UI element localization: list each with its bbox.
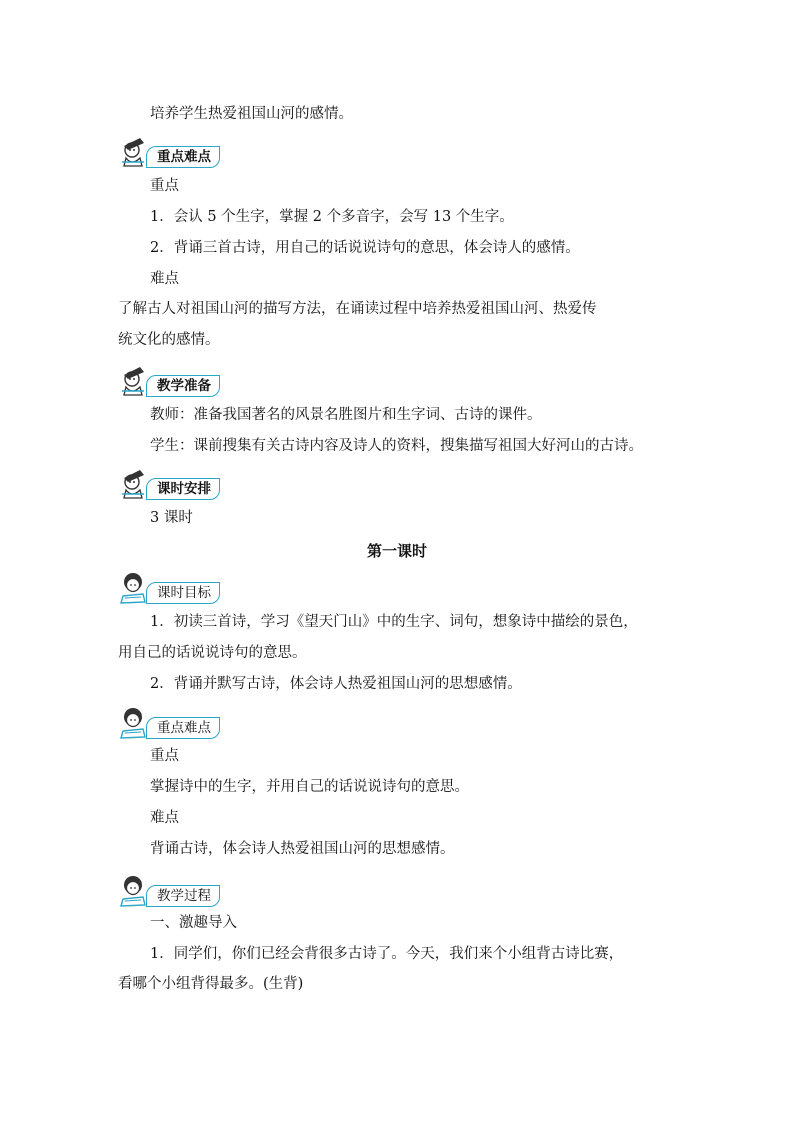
text-line: 一、激趣导入 bbox=[150, 915, 237, 931]
section-title: 教学过程 bbox=[146, 885, 220, 907]
section-title: 课时安排 bbox=[146, 478, 220, 500]
section-title: 重点难点 bbox=[146, 717, 220, 739]
section-title: 重点难点 bbox=[146, 146, 220, 168]
section-title: 课时目标 bbox=[146, 582, 220, 604]
text-line: 1．初读三首诗，学习《望天门山》中的生字、词句，想象诗中描绘的景色， bbox=[150, 614, 638, 630]
text-line: 1．同学们，你们已经会背很多古诗了。今天，我们来个小组背古诗比赛， bbox=[150, 946, 624, 962]
text-line: 掌握诗中的生字，并用自己的话说说诗句的意思。 bbox=[150, 779, 469, 795]
text-line: 背诵古诗，体会诗人热爱祖国山河的思想感情。 bbox=[150, 841, 455, 857]
text-line: 统文化的感情。 bbox=[118, 332, 220, 348]
text-line: 难点 bbox=[150, 810, 179, 826]
text-line: 1．会认 5 个生字，掌握 2 个多音字，会写 13 个生字。 bbox=[150, 209, 514, 225]
text-line: 教师：准备我国著名的风景名胜图片和生字词、古诗的课件。 bbox=[150, 407, 542, 423]
section-header-preparation bbox=[118, 363, 238, 397]
section-title: 教学准备 bbox=[146, 375, 220, 397]
lesson-title: 第一课时 bbox=[366, 542, 427, 560]
text-line: 2．背诵并默写古诗，体会诗人热爱祖国山河的思想感情。 bbox=[150, 676, 522, 692]
text-line: 培养学生热爱祖国山河的感情。 bbox=[150, 106, 353, 122]
section-header-objectives bbox=[118, 570, 238, 604]
section-header-key-points bbox=[118, 134, 238, 168]
text-line: 看哪个小组背得最多。(生背) bbox=[118, 976, 304, 992]
section-header-key-points-2 bbox=[118, 705, 238, 739]
text-line: 3 课时 bbox=[150, 510, 193, 526]
text-line: 难点 bbox=[150, 271, 179, 287]
section-header-process bbox=[118, 873, 238, 907]
text-line: 用自己的话说说诗句的意思。 bbox=[118, 645, 307, 661]
section-header-schedule bbox=[118, 466, 238, 500]
text-line: 重点 bbox=[150, 178, 179, 194]
text-line: 2．背诵三首古诗，用自己的话说说诗句的意思，体会诗人的感情。 bbox=[150, 240, 580, 256]
text-line: 重点 bbox=[150, 748, 179, 764]
text-line: 学生：课前搜集有关古诗内容及诗人的资料，搜集描写祖国大好河山的古诗。 bbox=[150, 438, 643, 454]
text-line: 了解古人对祖国山河的描写方法，在诵读过程中培养热爱祖国山河、热爱传 bbox=[118, 301, 597, 317]
